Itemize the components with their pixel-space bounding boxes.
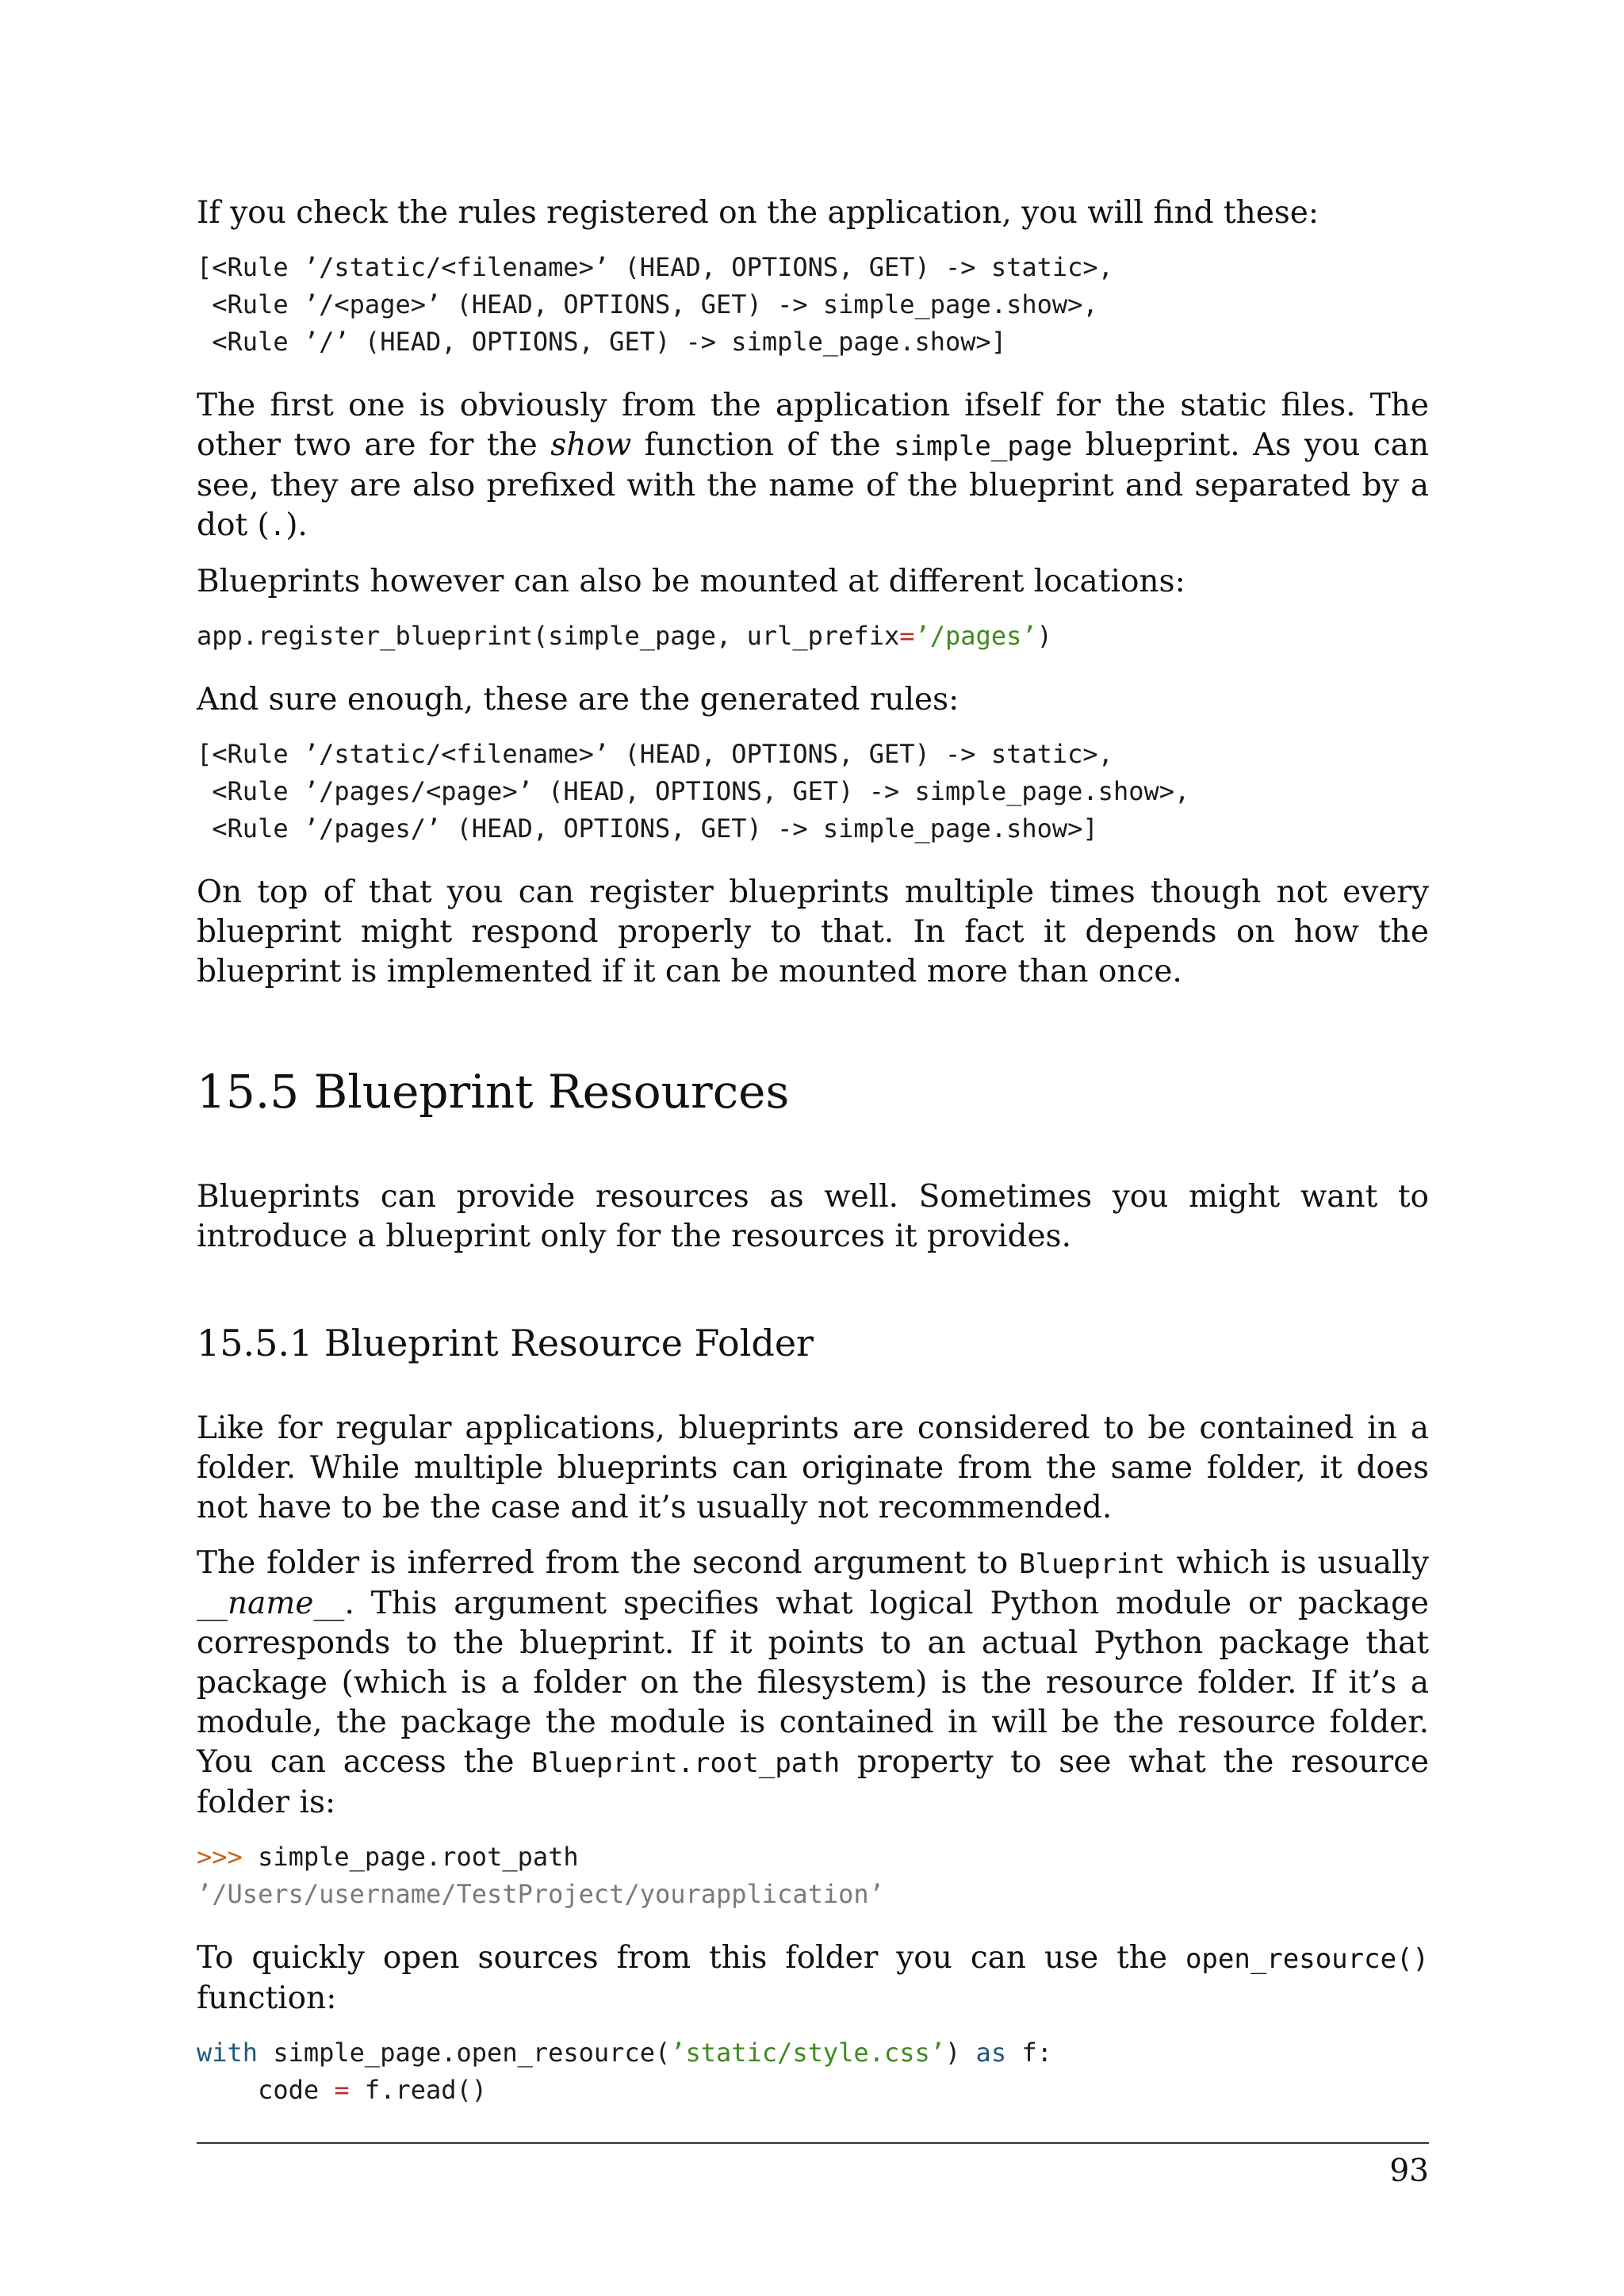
paragraph-open-resource: To quickly open sources from this folder you can use the open_resource() function: bbox=[197, 1940, 1429, 2016]
footer-rule bbox=[197, 2142, 1429, 2144]
paragraph-rules-explanation: The first one is obviously from the application ifself for the static files. The other two are for the show function of the simple_page blueprint. As you can see, they are also prefixed with the name of the blueprint and separated by a dot (.). bbox=[197, 388, 1429, 543]
inline-code-root-path: Blueprint.root_path bbox=[531, 1747, 841, 1779]
paragraph-multiple-registration: On top of that you can register blueprints multiple times though not every blueprint might respond properly to that. In fact it depends on how the blueprint is implemented if it can be mounted more than once. bbox=[197, 874, 1429, 989]
code-keyword: as bbox=[975, 2038, 1007, 2068]
inline-code-simple-page: simple_page bbox=[894, 430, 1073, 462]
paragraph-folder-inference: The folder is inferred from the second argument to Blueprint which is usually __name__. This argument specifies what logical Python module or package corresponds to the blueprint. If it points to an actual Python package that package (which is a folder on the filesystem) is the resource folder. If it’s a module, the package the module is contained in will be the resource folder. You can access the Blueprint.root_path property to see what the resource folder is: bbox=[197, 1545, 1430, 1820]
emphasis-name: __name__ bbox=[197, 1586, 345, 1621]
code-line: <Rule ’/<page>’ (HEAD, OPTIONS, GET) -> simple_page.show>, bbox=[197, 289, 1098, 320]
section-heading: 15.5 Blueprint Resources bbox=[197, 1065, 790, 1119]
console-prompt: >>> bbox=[197, 1842, 243, 1872]
inline-code-dot: . bbox=[269, 511, 286, 542]
inline-code-blueprint: Blueprint bbox=[1019, 1548, 1166, 1580]
code-line: [<Rule ’/static/<filename>’ (HEAD, OPTIONS, GET) -> static>, bbox=[197, 739, 1113, 769]
paragraph-folder-intro: Like for regular applications, blueprints are considered to be contained in a folder. While multiple blueprints can originate from the same folder, it does not have to be the case and it’s usually not recommended. bbox=[197, 1410, 1429, 1525]
code-block-register: app.register_blueprint(simple_page, url_prefix=’/pages’) bbox=[197, 621, 1052, 651]
code-line: [<Rule ’/static/<filename>’ (HEAD, OPTIONS, GET) -> static>, bbox=[197, 252, 1113, 282]
code-keyword: with bbox=[197, 2038, 259, 2068]
inline-code-open-resource: open_resource() bbox=[1185, 1943, 1429, 1975]
code-string: ’/pages’ bbox=[914, 621, 1037, 651]
code-line: <Rule ’/pages/’ (HEAD, OPTIONS, GET) -> simple_page.show>] bbox=[197, 813, 1098, 844]
page-number: 93 bbox=[1389, 2153, 1429, 2189]
emphasis-show: show bbox=[550, 427, 632, 463]
paragraph-resources-intro: Blueprints can provide resources as well. Sometimes you might want to introduce a blueprint only for the resources it provides. bbox=[197, 1179, 1429, 1254]
paragraph-rules-intro: If you check the rules registered on the application, you will find these: bbox=[197, 195, 1320, 231]
subsection-heading: 15.5.1 Blueprint Resource Folder bbox=[197, 1322, 814, 1364]
code-line: <Rule ’/’ (HEAD, OPTIONS, GET) -> simple_page.show>] bbox=[197, 327, 1007, 357]
paragraph-generated-rules: And sure enough, these are the generated rules: bbox=[197, 682, 959, 718]
code-line: <Rule ’/pages/<page>’ (HEAD, OPTIONS, GET) -> simple_page.show>, bbox=[197, 776, 1190, 806]
code-block-prefixed-rules bbox=[197, 736, 1429, 848]
paragraph-mount-locations: Blueprints however can also be mounted at different locations: bbox=[197, 564, 1185, 599]
code-block-root-path: >>> simple_page.root_path ’/Users/username/TestProject/yourapplication’ bbox=[197, 1842, 884, 1909]
console-output: ’/Users/username/TestProject/yourapplication’ bbox=[197, 1879, 884, 1909]
code-block-rules bbox=[197, 249, 1429, 361]
page-content bbox=[197, 193, 1429, 2134]
code-block-open-resource: with simple_page.open_resource(’static/style.css’) as f: code = f.read() bbox=[197, 2038, 1052, 2105]
code-string: ’static/style.css’ bbox=[670, 2038, 946, 2068]
